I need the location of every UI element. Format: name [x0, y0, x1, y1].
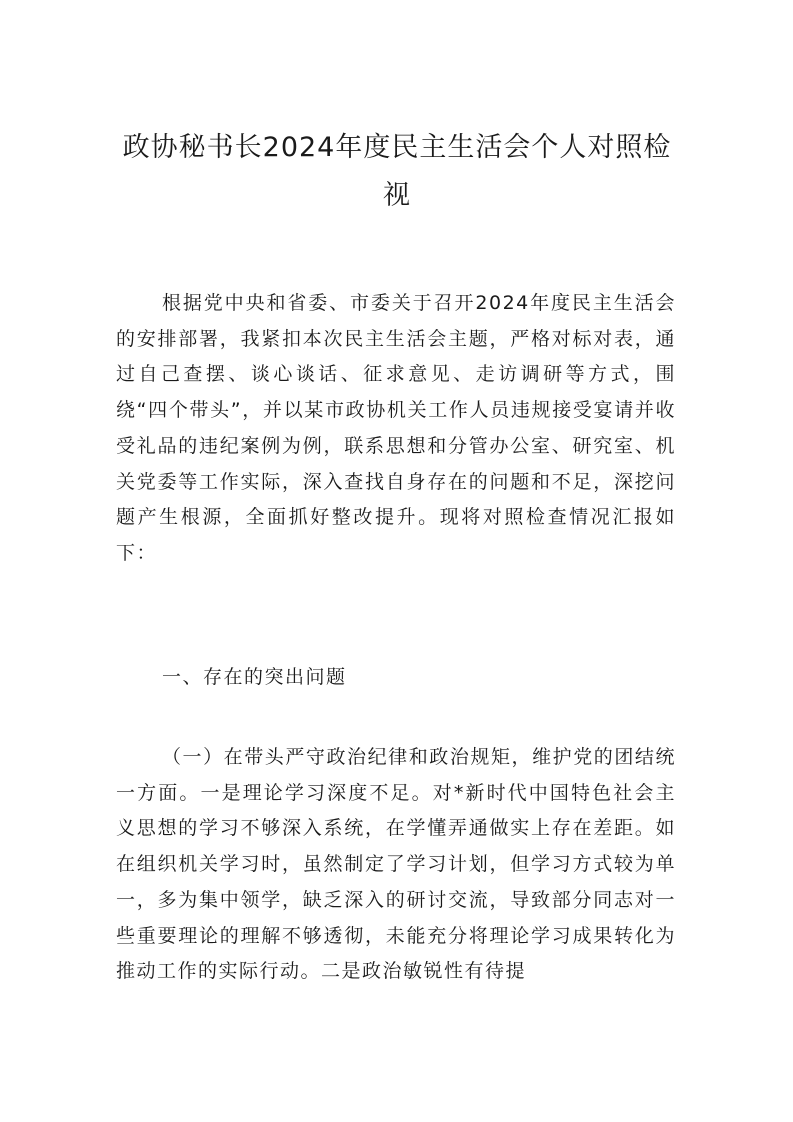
- subsection-paragraph-political-discipline: （一）在带头严守政治纪律和政治规矩，维护党的团结统一方面。一是理论学习深度不足。对*新时代中国特色社会主义思想的学习不够深入系统，在学懂弄通做实上存在差距。如在组织机关学习时，虽然制定了学习计划，但学习方式较为单一，多为集中领学，缺乏深入的研讨交流，导致部分同志对一些重要理论的理解不够透彻，未能充分将理论学习成果转化为推动工作的实际行动。二是政治敏锐性有待提: [116, 746, 676, 983]
- document-title: 政协秘书长2024年度民主生活会个人对照检视: [122, 132, 672, 211]
- intro-paragraph: 根据党中央和省委、市委关于召开2024年度民主生活会的安排部署，我紧扣本次民主生活会主题，严格对标对表，通过自己查摆、谈心谈话、征求意见、走访调研等方式，围绕“四个带头”，并以某市政协机关工作人员违规接受宴请并收受礼品的违纪案例为例，联系思想和分管办公室、研究室、机关党委等工作实际，深入查找自身存在的问题和不足，深挖问题产生根源，全面抓好整改提升。现将对照检查情况汇报如下：: [116, 292, 676, 564]
- section-heading-problems: 一、存在的突出问题: [162, 666, 347, 688]
